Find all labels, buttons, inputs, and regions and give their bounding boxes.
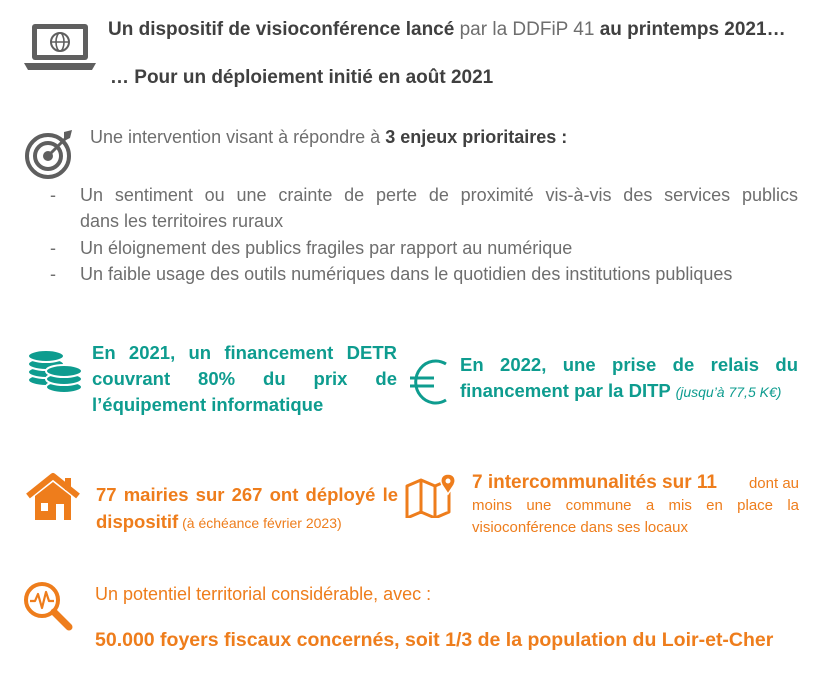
enjeux-text: Une intervention visant à répondre à [90,127,386,147]
enjeux-strong: 3 enjeux prioritaires : [385,127,568,147]
interco-rest: dont au [748,475,799,492]
bullet-text: Un éloignement des publics fragiles par rapport au numérique [80,238,573,258]
house-icon [24,472,82,522]
search-pulse-icon [22,580,74,632]
detr-line-2: couvrant 80% du prix de [92,368,397,389]
detr-line-3: l’équipement informatique [92,394,324,415]
mairies-line-2 [96,508,398,537]
map-pin-icon [404,472,460,518]
intro-line-2: … Pour un déploiement initié en août 2021 [110,67,494,88]
interco-line-1 [472,472,799,495]
bullet-text-cont: dans les territoires ruraux [80,211,284,231]
bullet-text: Un faible usage des outils numériques dans le quotidien des institutions publiques [80,264,733,284]
detr-block [92,340,397,418]
mairies-line-1: 77 mairies sur 267 ont déployé le [96,484,398,505]
bullet-dash: - [50,185,56,205]
bullet-item [0,182,824,234]
foyers-text: 50.000 foyers fiscaux concernés, soit 1/3 de la population du Loir-et-Cher [95,629,774,651]
bullet-dash: - [50,264,56,284]
interco-strong: 7 intercommunalités sur 11 [472,472,717,493]
euro-icon [408,356,450,408]
enjeux-heading [90,127,567,148]
mairies-block [96,481,398,537]
intro-ddfip: par la DDFiP 41 [454,19,600,40]
intro-launch: Un dispositif de visioconférence lancé [108,19,455,40]
ditp-line-1: En 2022, une prise de relais du [460,354,798,375]
coins-icon [24,345,86,395]
ditp-block [460,352,798,405]
bullet-text: Un sentiment ou une crainte de perte de proximité vis-à-vis des services publics [80,185,798,205]
bullet-item [0,261,824,287]
interco-block [472,472,799,539]
bullet-item [0,235,824,261]
bullet-list [0,182,824,292]
laptop-globe-icon [22,22,98,72]
ditp-text: financement par la DITP [460,380,676,401]
mairies-note: (à échéance février 2023) [178,515,342,531]
potentiel-text: Un potentiel territorial considérable, avec : [95,584,432,604]
bullet-dash: - [50,238,56,258]
mairies-text: dispositif [96,511,179,532]
interco-line-3: visioconférence dans ses locaux [472,519,688,536]
intro-line-1 [108,19,786,41]
target-icon [24,128,76,180]
detr-line-1: En 2021, un financement DETR [92,342,397,363]
ditp-note: (jusqu’à 77,5 K€) [675,384,782,400]
ditp-line-2 [460,378,798,405]
intro-spring: au printemps 2021… [599,19,786,40]
interco-line-2: moins une commune a mis en place la [472,497,799,514]
